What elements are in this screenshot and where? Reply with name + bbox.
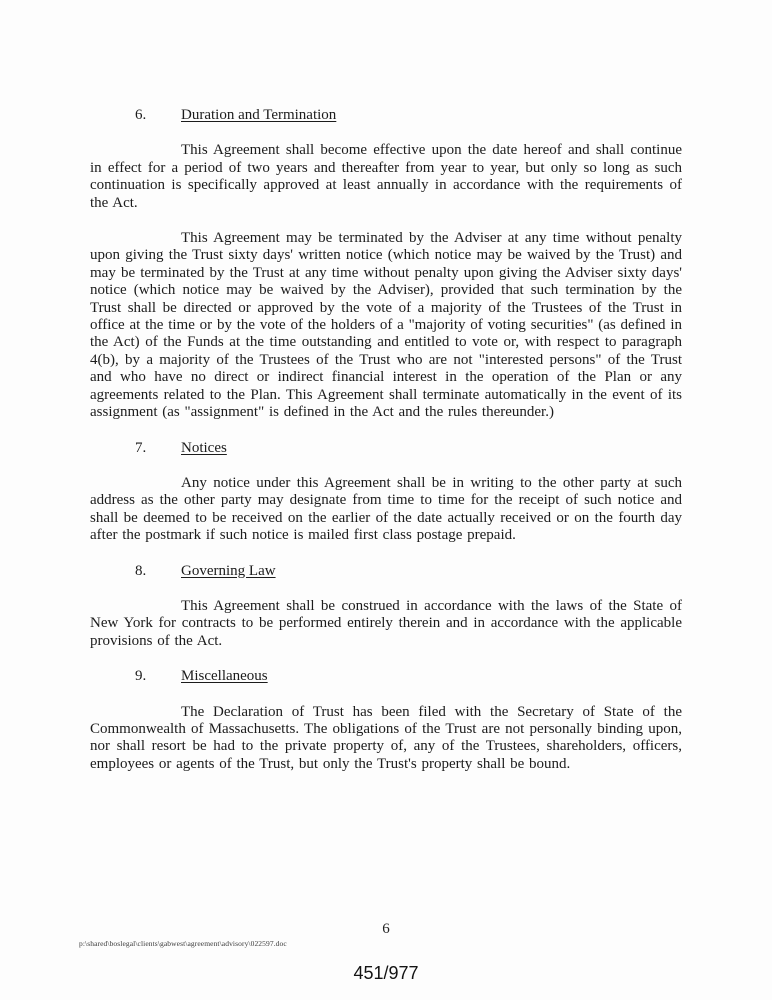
page-number: 6 <box>382 921 390 937</box>
section-number: 8. <box>135 562 147 579</box>
page-counter: 451/977 <box>353 963 419 983</box>
section-number: 6. <box>135 107 147 123</box>
section-governing-law <box>90 563 682 651</box>
section-number: 7. <box>135 439 147 456</box>
section-duration-termination <box>90 107 682 422</box>
section-title: Governing Law <box>181 562 276 579</box>
paragraph: This Agreement shall become effective upon the date hereof and shall continue in effect for a period of two years and thereafter from year to year, but only so long as such continuation is specifically approved at least annually in accordance with the requirements of the Act. <box>90 142 682 211</box>
file-path: p:\shared\boslegal\clients\gabwest\agreement\advisory\022597.doc <box>79 939 287 948</box>
section-miscellaneous <box>90 668 682 773</box>
section-heading <box>135 668 682 685</box>
paragraph: This Agreement may be terminated by the Adviser at any time without penalty upon giving the Trust sixty days' written notice (which notice may be waived by the Trust) and may be terminated by the Trust at any time without penalty upon giving the Adviser sixty days' notice (which notice may be waived by the Adviser), provided that such termination by the Trust shall be directed or approved by the vote of a majority of the Trustees of the Trust in office at the time or by the vote of the holders of a "majority of voting securities" (as defined in the Act) of the Funds at the time outstanding and entitled to vote or, with respect to paragraph 4(b), by a majority of the Trustees of the Trust who are not "interested persons" of the Trust and who have no direct or indirect financial interest in the operation of the Plan or any agreements related to the Plan. This Agreement shall terminate automatically in the event of its assignment (as "assignment" is defined in the Act and the rules thereunder.) <box>90 230 682 421</box>
paragraph: The Declaration of Trust has been filed with the Secretary of State of the Commonwealth of Massachusetts. The obligations of the Trust are not personally binding upon, nor shall resort be had to the private property of, any of the Trustees, shareholders, officers, employees or agents of the Trust, but only the Trust's property shall be bound. <box>90 703 682 772</box>
section-notices <box>90 440 682 545</box>
section-heading <box>135 107 682 124</box>
section-heading <box>135 440 682 457</box>
section-title: Duration and Termination <box>181 107 337 123</box>
section-title: Notices <box>181 439 227 456</box>
paragraph: Any notice under this Agreement shall be in writing to the other party at such address as the other party may designate from time to time for the receipt of such notice and shall be deemed to be received on the earlier of the date actually received or on the fourth day after the postmark if such notice is mailed first class postage prepaid. <box>90 474 682 544</box>
section-heading <box>135 563 682 580</box>
section-title: Miscellaneous <box>181 668 268 685</box>
paragraph: This Agreement shall be construed in accordance with the laws of the State of New York for contracts to be performed entirely therein and in accordance with the applicable provisions of the Act. <box>90 597 682 649</box>
section-number: 9. <box>135 668 147 685</box>
